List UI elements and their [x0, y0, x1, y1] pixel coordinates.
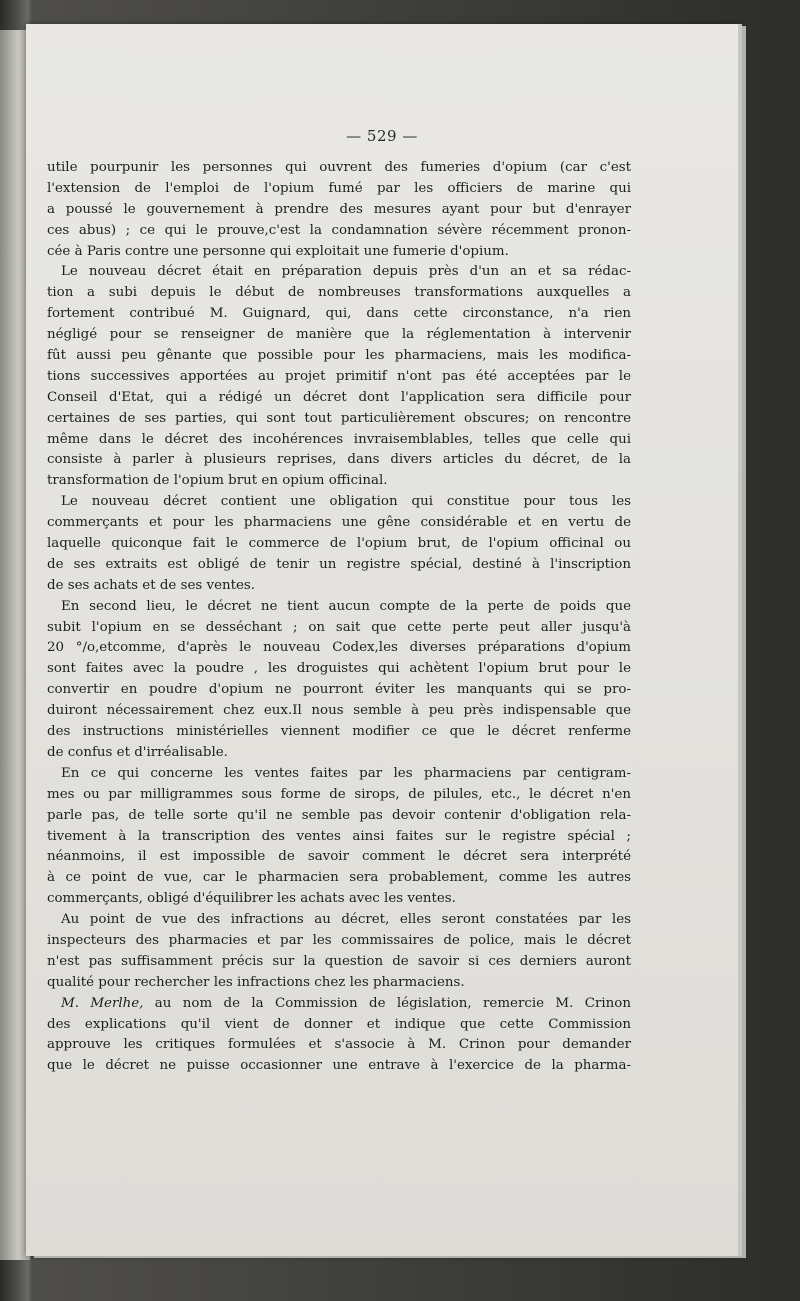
text-line: 20 °/o,etcomme, d'après le nouveau Codex,les diverses préparations d'opium — [47, 640, 631, 656]
text-line: fût aussi peu gênante que possible pour les pharmaciens, mais les modifica- — [47, 348, 631, 364]
text-line: des instructions ministérielles viennent modifier ce que le décret renferme — [47, 724, 631, 740]
page-number: — 529 — — [346, 127, 418, 145]
text-line: En ce qui concerne les ventes faites par les pharmaciens par centigram- — [61, 765, 631, 781]
paragraph — [47, 994, 631, 1078]
text-line: subit l'opium en se desséchant ; on sait que cette perte peut aller jusqu'à — [47, 619, 631, 635]
text-line: approuve les critiques formulées et s'associe à M. Crinon pour demander — [47, 1037, 631, 1053]
text-line: En second lieu, le décret ne tient aucun compte de la perte de poids que — [61, 598, 631, 614]
text-line: parle pas, de telle sorte qu'il ne semble pas devoir contenir d'obligation rela- — [47, 807, 631, 823]
text-line: négligé pour se renseigner de manière que la réglementation à intervenir — [47, 327, 631, 343]
text-line: néanmoins, il est impossible de savoir comment le décret sera interprété — [47, 849, 631, 865]
text-line: tions successives apportées au projet primitif n'ont pas été acceptées par le — [47, 368, 631, 384]
paragraph — [47, 492, 631, 596]
text-line: de ses extraits est obligé de tenir un registre spécial, destiné à l'inscription — [47, 556, 631, 572]
text-line: Au point de vue des infractions au décret, elles seront constatées par les — [61, 912, 631, 928]
paragraph — [47, 910, 631, 994]
text-line: utile pourpunir les personnes qui ouvrent des fumeries d'opium (car c'est — [47, 160, 631, 175]
text-line: fortement contribué M. Guignard, qui, dans cette circonstance, n'a rien — [47, 306, 631, 322]
paragraph — [47, 597, 631, 764]
text-line: duiront nécessairement chez eux.Il nous semble à peu près indispensable que — [47, 703, 631, 719]
paragraph — [47, 262, 631, 492]
text-line: sont faites avec la poudre , les droguistes qui achètent l'opium brut pour le — [47, 661, 631, 677]
text-line: ces abus) ; ce qui le prouve,c'est la condamnation sévère récemment pronon- — [47, 222, 631, 238]
text-line: commerçants et pour les pharmaciens une gêne considérable et en vertu de — [47, 515, 631, 531]
text-line: Le nouveau décret était en préparation depuis près d'un an et sa rédac- — [61, 264, 631, 280]
text-line: consiste à parler à plusieurs reprises, dans divers articles du décret, de la — [47, 452, 631, 468]
text-line: cée à Paris contre une personne qui exploitait une fumerie d'opium. — [47, 243, 509, 259]
text-line: à ce point de vue, car le pharmacien sera probablement, comme les autres — [47, 870, 631, 886]
document-page — [26, 24, 738, 1256]
text-line: convertir en poudre d'opium ne pourront éviter les manquants qui se pro- — [47, 682, 631, 698]
text-line: a poussé le gouvernement à prendre des mesures ayant pour but d'enrayer — [47, 201, 631, 217]
text-line: qualité pour rechercher les infractions chez les pharmaciens. — [47, 974, 465, 990]
text-line: de ses achats et de ses ventes. — [47, 577, 256, 593]
text-line: Conseil d'Etat, qui a rédigé un décret dont l'application sera difficile pour — [47, 389, 631, 405]
text-line: que le décret ne puisse occasionner une entrave à l'exercice de la pharma- — [47, 1058, 631, 1074]
text-line-rest: au nom de la Commission de législation, remercie M. Crinon — [143, 995, 631, 1011]
text-line: n'est pas suffisamment précis sur la question de savoir si ces derniers auront — [47, 953, 631, 969]
speaker-name: M. Merlhe, — [61, 995, 144, 1011]
text-line: Le nouveau décret contient une obligation qui constitue pour tous les — [61, 494, 631, 510]
text-line: tivement à la transcription des ventes ainsi faites sur le registre spécial ; — [47, 828, 631, 844]
text-line: certaines de ses parties, qui sont tout particulièrement obscures; on rencontre — [47, 410, 631, 426]
text-line: de confus et d'irréalisable. — [47, 744, 228, 760]
text-line: des explications qu'il vient de donner et indique que cette Commission — [47, 1016, 631, 1032]
text-line: même dans le décret des incohérences invraisemblables, telles que celle qui — [47, 431, 631, 447]
paragraph — [47, 158, 631, 262]
body-text — [47, 158, 631, 1077]
text-line: transformation de l'opium brut en opium officinal. — [47, 473, 388, 489]
text-line: mes ou par milligrammes sous forme de sirops, de pilules, etc., le décret n'en — [47, 786, 631, 802]
text-line: laquelle quiconque fait le commerce de l'opium brut, de l'opium officinal ou — [47, 536, 631, 552]
text-line: tion a subi depuis le début de nombreuses transformations auxquelles a — [47, 285, 631, 301]
text-line — [47, 994, 631, 1015]
text-line: commerçants, obligé d'équilibrer les achats avec les ventes. — [47, 891, 456, 907]
text-line: l'extension de l'emploi de l'opium fumé par les officiers de marine qui — [47, 180, 631, 196]
paragraph — [47, 764, 631, 910]
text-line: inspecteurs des pharmacies et par les commissaires de police, mais le décret — [47, 932, 631, 948]
